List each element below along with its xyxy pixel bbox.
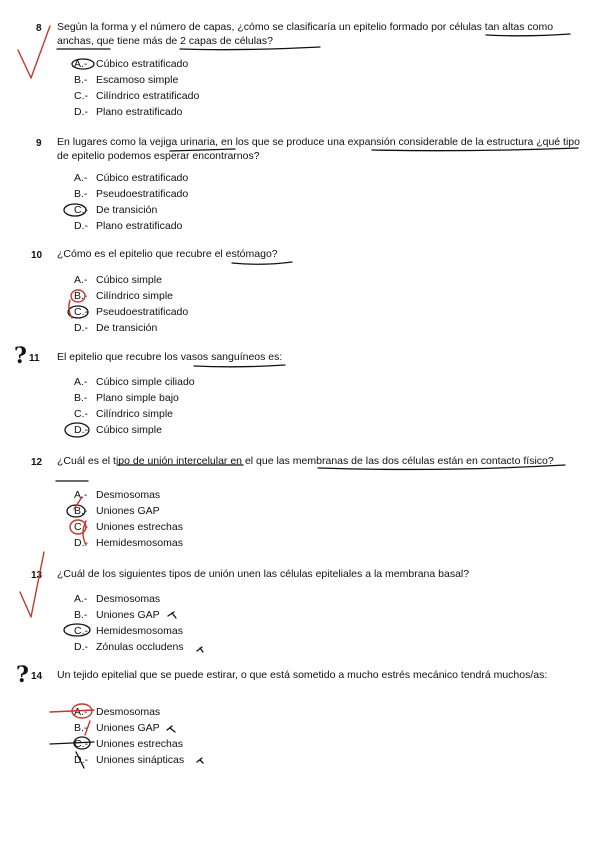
option-text: De transición (96, 322, 158, 334)
option-a[interactable] (74, 58, 188, 71)
question-number: 13 (31, 570, 43, 581)
option-b[interactable] (74, 392, 179, 405)
option-text: Desmosomas (96, 593, 161, 605)
option-letter: D.- (74, 537, 88, 549)
option-c[interactable] (74, 204, 157, 217)
pencil-tick (197, 758, 203, 763)
option-letter: B.- (74, 74, 88, 86)
option-letter: B.- (74, 392, 88, 404)
option-letter: C.- (74, 408, 88, 420)
option-letter: D.- (74, 106, 88, 118)
option-letter: D.- (74, 424, 88, 436)
option-b[interactable] (74, 188, 188, 201)
option-d[interactable] (74, 537, 183, 550)
option-text: Pseudoestratificado (96, 306, 189, 318)
question-mark-annotation: ? (14, 343, 27, 369)
option-letter: A.- (74, 58, 88, 70)
option-letter: B.- (74, 609, 88, 621)
option-letter: D.- (74, 754, 88, 766)
option-letter: A.- (74, 489, 88, 501)
option-text: Plano simple bajo (96, 392, 179, 404)
option-letter: C.- (74, 625, 88, 637)
red-check-mark (20, 552, 44, 617)
option-letter: B.- (74, 188, 88, 200)
option-a[interactable] (74, 489, 160, 502)
option-text: Cilíndrico simple (96, 290, 174, 302)
option-a[interactable] (74, 172, 188, 185)
question-mark-annotation: ? (16, 662, 29, 688)
option-text: Plano estratificado (96, 106, 183, 118)
option-letter: C.- (74, 204, 88, 216)
option-letter: C.- (74, 521, 88, 533)
red-stroke (69, 300, 72, 318)
option-text: Cilíndrico estratificado (96, 90, 200, 102)
pencil-tick (197, 647, 203, 652)
option-text: Cúbico estratificado (96, 58, 189, 70)
option-letter: B.- (74, 722, 88, 734)
option-c[interactable] (74, 306, 188, 319)
option-a[interactable] (74, 593, 160, 606)
option-text: Hemidesmosomas (96, 537, 183, 549)
option-text: De transición (96, 204, 158, 216)
question-number: 14 (31, 671, 43, 682)
option-letter: C.- (74, 306, 88, 318)
option-b[interactable] (74, 609, 160, 622)
pencil-tick (168, 612, 176, 618)
option-letter: B.- (74, 290, 88, 302)
option-a[interactable] (74, 376, 195, 389)
option-b[interactable] (74, 722, 160, 735)
option-c[interactable] (74, 521, 183, 534)
question-text: ¿Cuál de los siguientes tipos de unión unen las células epiteliales a la membrana basal? (57, 568, 470, 580)
option-text: Hemidesmosomas (96, 625, 183, 637)
option-text: Uniones GAP (96, 505, 160, 517)
question-number: 8 (36, 23, 42, 34)
option-c[interactable] (74, 90, 199, 103)
option-d[interactable] (74, 424, 162, 437)
option-letter: D.- (74, 220, 88, 232)
option-d[interactable] (74, 220, 182, 233)
option-text: Plano estratificado (96, 220, 183, 232)
option-letter: C.- (74, 738, 88, 750)
option-text: Cilíndrico simple (96, 408, 174, 420)
option-text: Pseudoestratificado (96, 188, 189, 200)
option-letter: D.- (74, 641, 88, 653)
option-d[interactable] (74, 641, 184, 654)
option-d[interactable] (74, 754, 184, 767)
option-letter: B.- (74, 505, 88, 517)
option-text: Uniones sinápticas (96, 754, 185, 766)
question-number: 11 (29, 353, 40, 364)
red-check-mark (18, 26, 50, 78)
option-a[interactable] (74, 706, 160, 719)
option-c[interactable] (74, 625, 183, 638)
option-text: Cúbico simple ciliado (96, 376, 195, 388)
pencil-tick (167, 726, 175, 732)
question-text: El epitelio que recubre los vasos sanguíneos es: (57, 351, 283, 363)
option-text: Cúbico simple (96, 274, 162, 286)
option-letter: A.- (74, 706, 88, 718)
question-text: Un tejido epitelial que se puede estirar, o que está sometido a mucho estrés mecánico tendrá muchos/as: (57, 669, 548, 681)
option-letter: A.- (74, 274, 88, 286)
question-number: 10 (31, 250, 43, 261)
question-number: 9 (36, 138, 42, 149)
question-text: ¿Cuál es el tipo de unión intercelular en el que las membranas de las dos células están en contacto físico? (57, 455, 554, 467)
option-a[interactable] (74, 274, 162, 287)
option-letter: C.- (74, 90, 88, 102)
option-letter: D.- (74, 322, 88, 334)
option-text: Desmosomas (96, 706, 161, 718)
underline (194, 365, 285, 367)
option-text: Uniones estrechas (96, 521, 183, 533)
option-text: Desmosomas (96, 489, 161, 501)
option-text: Escamoso simple (96, 74, 179, 86)
underline (232, 262, 292, 264)
question-text: ¿Cómo es el epitelio que recubre el estómago? (57, 248, 278, 260)
option-c[interactable] (74, 738, 183, 751)
option-text: Zónulas occludens (96, 641, 184, 653)
option-text: Cúbico simple (96, 424, 162, 436)
option-b[interactable] (74, 505, 160, 518)
option-letter: A.- (74, 593, 88, 605)
option-text: Uniones GAP (96, 609, 160, 621)
option-text: Cúbico estratificado (96, 172, 189, 184)
question-text: En lugares como la vejiga urinaria, en los que se produce una expansión considerable de la estructura ¿qué tipo de epitelio podemos esperar encontrarnos? (57, 136, 580, 162)
option-text: Uniones GAP (96, 722, 160, 734)
option-d[interactable] (74, 106, 182, 119)
option-text: Uniones estrechas (96, 738, 183, 750)
question-number: 12 (31, 457, 43, 468)
option-c[interactable] (74, 408, 173, 421)
option-b[interactable] (74, 290, 173, 303)
option-letter: A.- (74, 376, 88, 388)
option-letter: A.- (74, 172, 88, 184)
option-b[interactable] (74, 74, 178, 87)
question-text: Según la forma y el número de capas, ¿cómo se clasificaría un epitelio formado por células tan altas como anchas, que tiene más de 2 capas de células? (57, 21, 554, 47)
option-d[interactable] (74, 322, 157, 335)
